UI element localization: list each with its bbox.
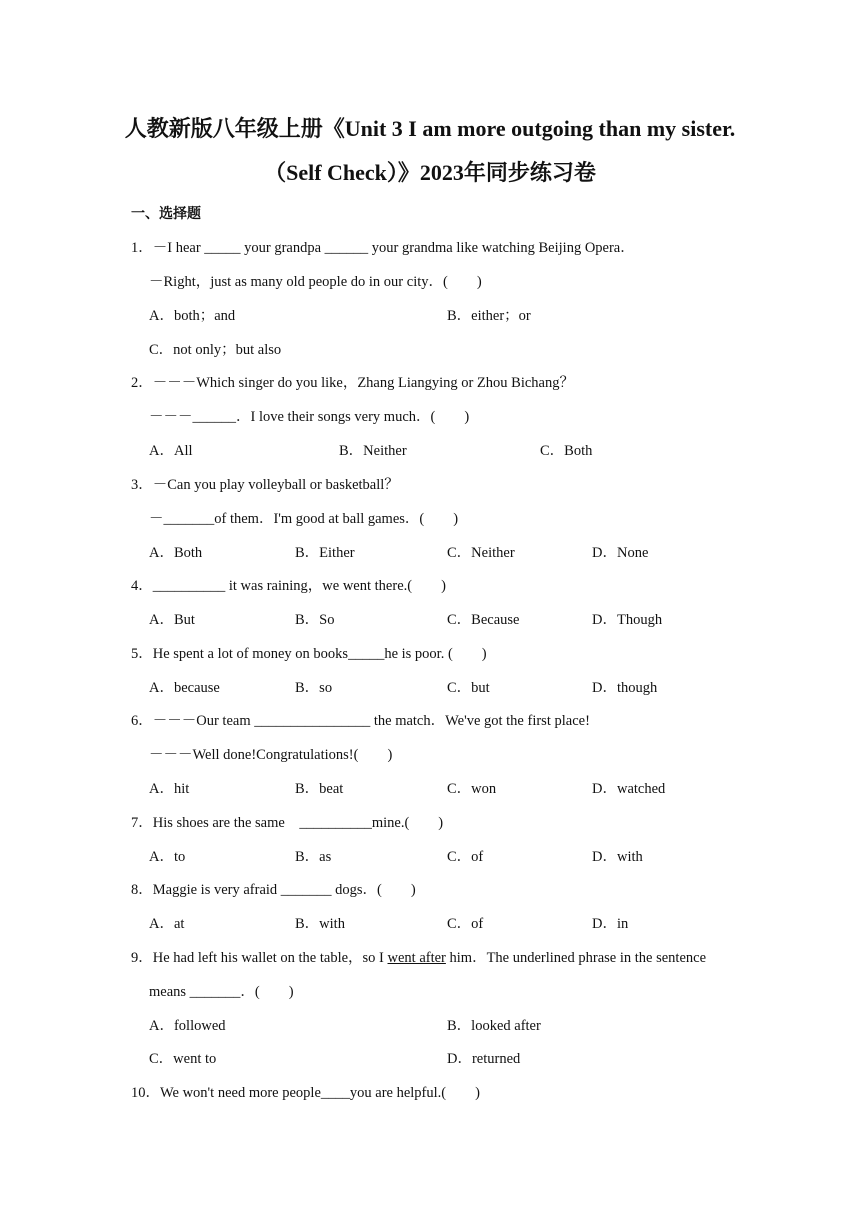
question-4-option-a: A．But xyxy=(149,612,195,628)
question-3-option-c: C．Neither xyxy=(447,545,515,561)
question-9-stem xyxy=(131,946,706,967)
question-2-option-a: A．All xyxy=(149,443,193,459)
question-4-stem: 4．__________ it was raining，we went there.( ) xyxy=(131,578,446,594)
question-3-option-b: B．Either xyxy=(295,545,355,561)
question-1-response: －Right，just as many old people do in our city．( ) xyxy=(149,274,482,290)
question-2-option-c: C．Both xyxy=(540,443,593,459)
page-title-line-2: （Self Check）》2023年同步练习卷 xyxy=(264,160,596,185)
question-5-option-d: D．though xyxy=(592,680,658,696)
question-3-option-d: D．None xyxy=(592,545,649,561)
question-9-option-a: A．followed xyxy=(149,1018,226,1034)
section-heading: 一、选择题 xyxy=(131,207,201,222)
question-9-stem-before: 9．He had left his wallet on the table，so I xyxy=(131,950,388,966)
question-9-option-b: B．looked after xyxy=(447,1018,541,1034)
question-8-option-a: A．at xyxy=(149,916,185,932)
question-6-response: －－－Well done!Congratulations!( ) xyxy=(149,747,393,763)
question-8-option-c: C．of xyxy=(447,916,484,932)
question-2-option-b: B．Neither xyxy=(339,443,407,459)
question-3-response: －_______of them．I'm good at ball games．( ) xyxy=(149,511,459,527)
question-9-stem-after: him．The underlined phrase in the sentence xyxy=(445,950,706,966)
question-5-option-c: C．but xyxy=(447,680,490,696)
question-7-stem: 7．His shoes are the same __________mine.( ) xyxy=(131,815,444,831)
question-8-option-d: D．in xyxy=(592,916,629,932)
question-6-option-c: C．won xyxy=(447,781,497,797)
question-3-option-a: A．Both xyxy=(149,545,203,561)
question-7-option-a: A．to xyxy=(149,849,186,865)
question-3-stem: 3．－Can you play volleyball or basketball？ xyxy=(131,477,399,493)
question-7-option-b: B．as xyxy=(295,849,332,865)
question-4-option-c: C．Because xyxy=(447,612,520,628)
question-6-option-d: D．watched xyxy=(592,781,666,797)
question-6-stem: 6．－－－Our team ________________ the match．We've got the first place! xyxy=(131,713,590,729)
question-5-stem: 5．He spent a lot of money on books_____he is poor. ( ) xyxy=(131,646,487,662)
question-6-option-a: A．hit xyxy=(149,781,190,797)
question-5-option-b: B．so xyxy=(295,680,333,696)
question-9-option-d: D．returned xyxy=(447,1051,521,1067)
question-1-option-a: A．both；and xyxy=(149,308,236,324)
question-9-option-c: C．went to xyxy=(149,1051,217,1067)
question-7-option-c: C．of xyxy=(447,849,484,865)
question-2-response: －－－______．I love their songs very much．( ) xyxy=(149,409,470,425)
question-6-option-b: B．beat xyxy=(295,781,344,797)
question-8-stem: 8．Maggie is very afraid _______ dogs．( ) xyxy=(131,882,416,898)
question-4-option-b: B．So xyxy=(295,612,335,628)
question-8-option-b: B．with xyxy=(295,916,345,932)
question-2-stem: 2．－－－Which singer do you like，Zhang Liangying or Zhou Bichang？ xyxy=(131,375,574,391)
underlined-phrase: went after xyxy=(387,950,446,966)
question-1-stem: 1．－I hear _____ your grandpa ______ your grandma like watching Beijing Opera． xyxy=(131,240,635,256)
question-9-stem-continued: means _______．( ) xyxy=(149,984,294,1000)
page-title-line-1: 人教新版八年级上册《Unit 3 I am more outgoing than my sister. xyxy=(124,116,736,141)
question-1-option-c: C．not only；but also xyxy=(149,342,282,358)
question-4-option-d: D．Though xyxy=(592,612,663,628)
question-1-option-b: B．either；or xyxy=(447,308,531,324)
question-5-option-a: A．because xyxy=(149,680,220,696)
question-10-stem: 10．We won't need more people____you are helpful.( ) xyxy=(131,1085,480,1101)
question-7-option-d: D．with xyxy=(592,849,643,865)
